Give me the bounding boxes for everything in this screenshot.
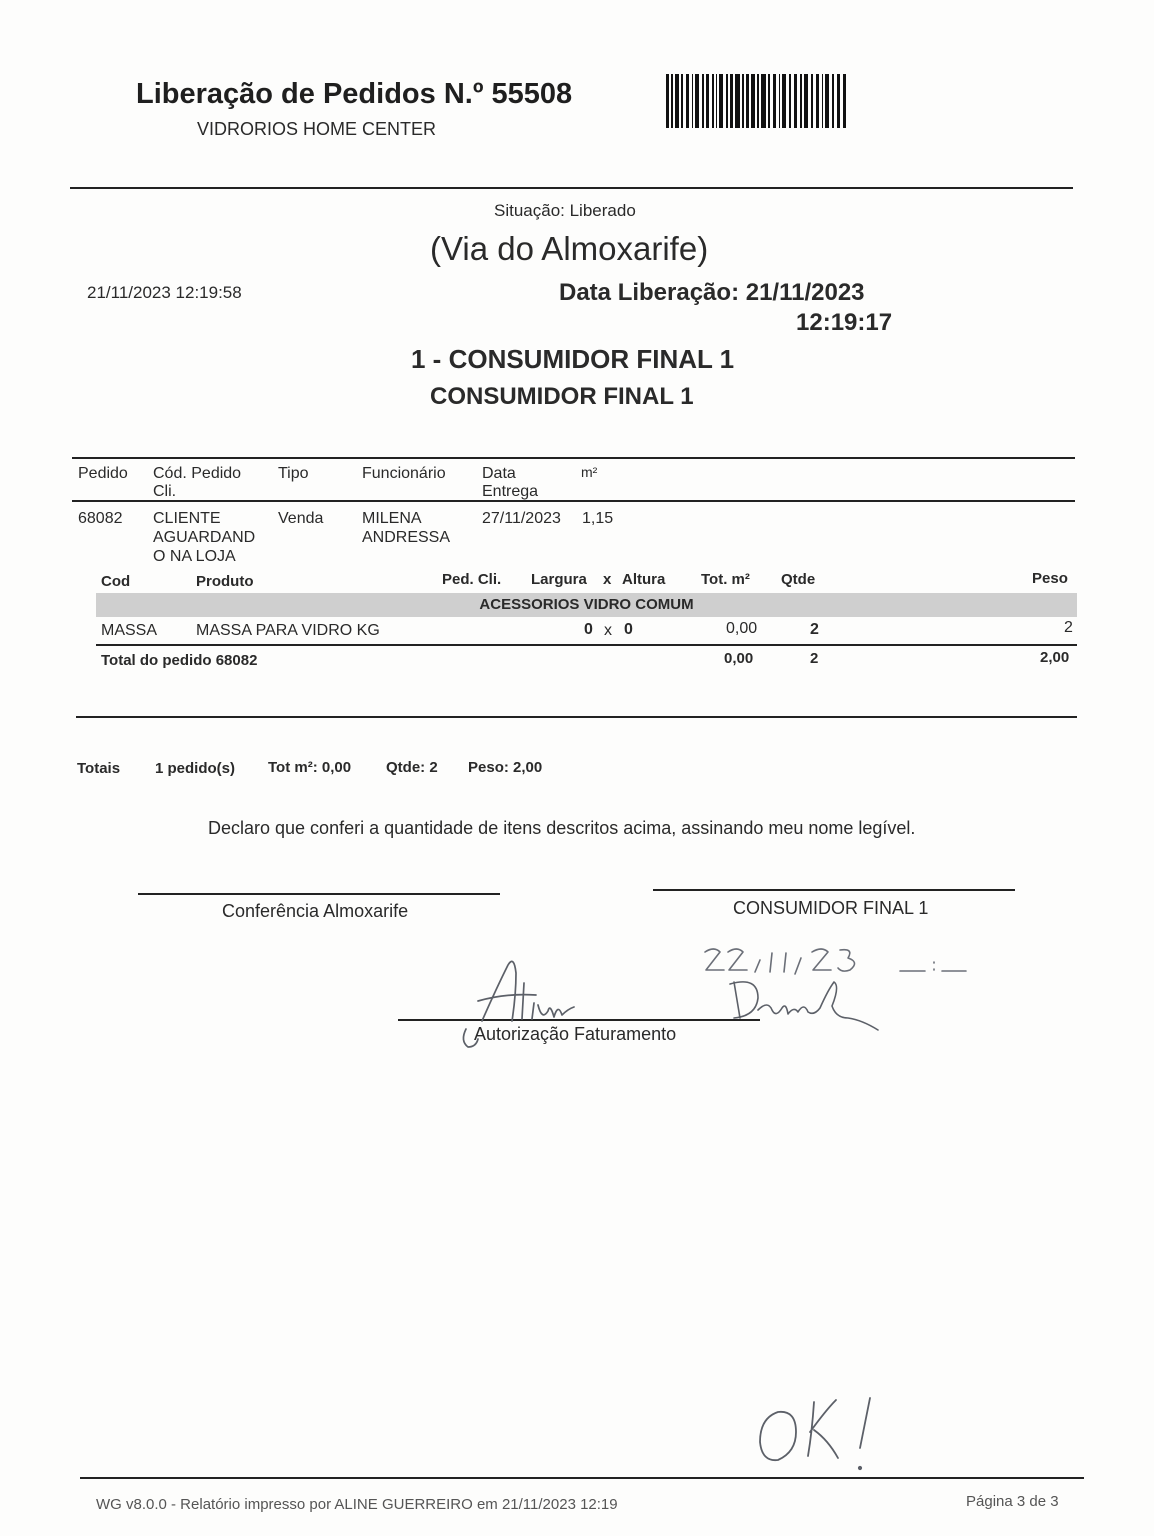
col-m2: m² — [581, 464, 598, 480]
col-cod-pedido-cli — [153, 465, 241, 501]
client-code-name: 1 - CONSUMIDOR FINAL 1 — [411, 344, 735, 374]
col-tipo: Tipo — [278, 465, 309, 482]
item-col-x: x — [603, 571, 612, 588]
footer-print-info: WG v8.0.0 - Relatório impresso por ALINE GUERREIRO em 21/11/2023 12:19 — [96, 1496, 618, 1513]
signature-daniel — [724, 972, 884, 1034]
release-date-label: Data Liberação: — [559, 279, 740, 306]
item-col-ped-cli: Ped. Cli. — [442, 571, 502, 588]
status-text: Situação: Liberado — [494, 201, 636, 220]
order-employee-line1: MILENA — [362, 510, 422, 527]
item-tot-m2: 0,00 — [726, 620, 758, 637]
signature-line-right — [653, 889, 1015, 891]
signature-line-left — [138, 893, 500, 895]
order-number: 68082 — [78, 510, 123, 527]
item-col-produto: Produto — [196, 573, 254, 590]
order-client-code — [153, 509, 255, 566]
product-group-bar: ACESSORIOS VIDRO COMUM — [96, 593, 1077, 617]
order-employee-line2: ANDRESSA — [362, 529, 451, 546]
item-cod: MASSA — [101, 622, 158, 639]
order-m2: 1,15 — [582, 510, 614, 527]
order-total-peso: 2,00 — [1040, 649, 1070, 666]
order-total-qtde: 2 — [810, 650, 819, 667]
item-col-qtde: Qtde — [781, 571, 816, 588]
order-type: Venda — [278, 510, 324, 527]
col-funcionario: Funcionário — [362, 465, 446, 482]
totals-qtde: Qtde: 2 — [386, 759, 438, 776]
item-total-divider — [96, 644, 1077, 646]
orders-table-top-border — [72, 457, 1075, 459]
document-title: Liberação de Pedidos N.º 55508 — [136, 78, 573, 110]
item-col-altura: Altura — [622, 571, 666, 588]
footer-page-number: Página 3 de 3 — [966, 1493, 1059, 1510]
item-produto: MASSA PARA VIDRO KG — [196, 622, 380, 639]
col-cod-pedido-cli-line2: Cli. — [153, 483, 177, 500]
order-client-code-line3: O NA LOJA — [153, 548, 236, 565]
totals-peso: Peso: 2,00 — [468, 759, 543, 776]
header-divider — [70, 187, 1073, 189]
col-data-entrega — [482, 465, 538, 501]
client-name: CONSUMIDOR FINAL 1 — [430, 383, 694, 410]
footer-divider — [80, 1477, 1084, 1479]
barcode-icon — [666, 74, 846, 128]
release-date-value: 21/11/2023 — [745, 279, 865, 306]
print-datetime: 21/11/2023 12:19:58 — [87, 283, 242, 302]
order-client-code-line1: CLIENTE — [153, 510, 221, 527]
release-time: 12:19:17 — [796, 309, 893, 336]
order-client-code-line2: AGUARDAND — [153, 529, 256, 546]
item-col-cod: Cod — [101, 573, 131, 590]
declaration-text: Declaro que conferi a quantidade de itens descritos acima, assinando meu nome legível. — [208, 818, 916, 838]
item-col-peso: Peso — [1032, 570, 1068, 587]
col-data-entrega-line1: Data — [482, 465, 516, 482]
signature-label-client: CONSUMIDOR FINAL 1 — [733, 898, 929, 918]
order-total-label: Total do pedido 68082 — [101, 652, 258, 669]
item-col-largura: Largura — [531, 571, 587, 588]
item-x: x — [604, 622, 612, 639]
totals-pedidos: 1 pedido(s) — [155, 760, 236, 777]
col-data-entrega-line2: Entrega — [482, 483, 539, 500]
totals-m2: Tot m²: 0,00 — [268, 759, 352, 776]
company-name: VIDRORIOS HOME CENTER — [197, 119, 437, 139]
copy-type: (Via do Almoxarife) — [430, 230, 709, 267]
signature-label-almoxarife: Conferência Almoxarife — [222, 901, 409, 921]
item-altura: 0 — [624, 621, 633, 638]
signature-aline — [458, 955, 628, 1050]
orders-table-header-border — [72, 500, 1075, 502]
handwritten-ok-mark — [752, 1392, 892, 1472]
col-pedido: Pedido — [78, 465, 128, 482]
item-qtde: 2 — [810, 621, 819, 638]
order-employee — [362, 509, 450, 547]
table-bottom-divider — [76, 716, 1077, 718]
release-date — [559, 279, 865, 307]
item-col-tot-m2: Tot. m² — [701, 571, 750, 588]
order-delivery-date: 27/11/2023 — [482, 510, 561, 527]
col-cod-pedido-cli-line1: Cód. Pedido — [153, 465, 242, 482]
order-total-m2: 0,00 — [724, 650, 754, 667]
totals-label: Totais — [77, 760, 121, 777]
signature-label-authorization: Autorização Faturamento — [474, 1024, 677, 1044]
item-peso: 2 — [1064, 619, 1073, 636]
item-largura: 0 — [584, 621, 593, 638]
